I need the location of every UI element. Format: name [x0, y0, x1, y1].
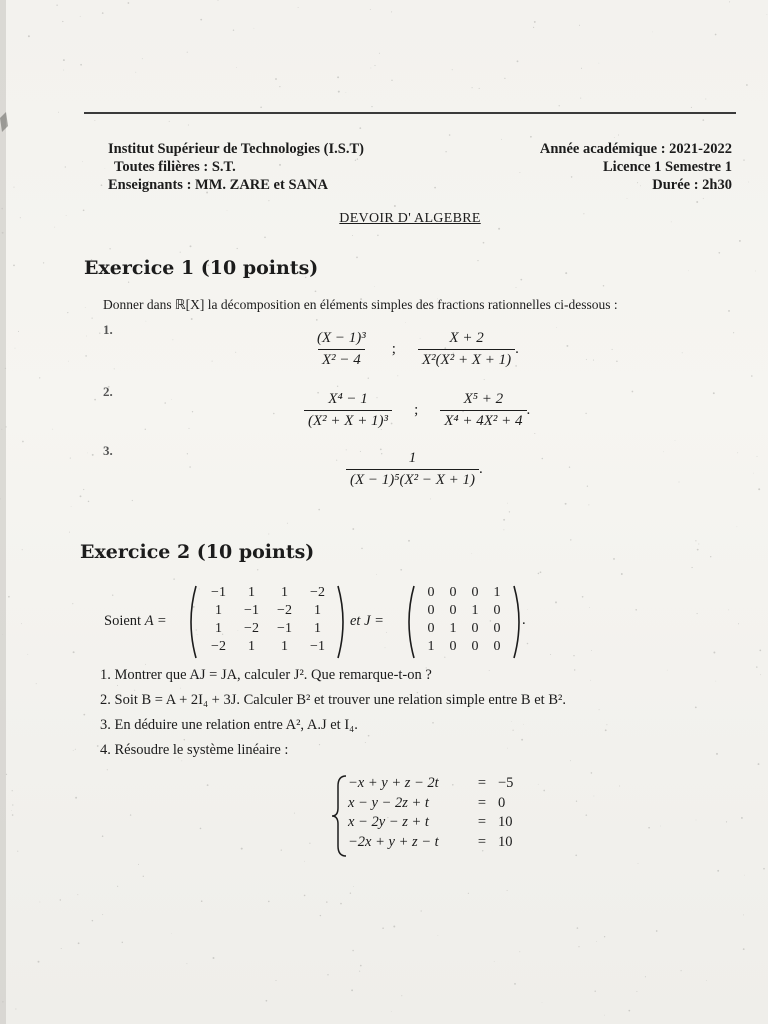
matrix-j-cell: 1: [449, 621, 457, 636]
matrix-j-cell: 0: [427, 603, 435, 618]
equation-equals: =: [477, 814, 487, 830]
matrix-a-cell: −2: [310, 585, 325, 600]
matrix-j-row: [420, 603, 508, 619]
matrix-j-cell: 0: [449, 639, 457, 654]
question-1: 1. Montrer que AJ = JA, calculer J². Que remarque-t-on ?: [100, 667, 432, 683]
matrix-a-cell: 1: [281, 585, 288, 600]
teachers-line: Enseignants : MM. ZARE et SANA: [108, 177, 328, 193]
matrix-a: [188, 584, 346, 660]
matrix-a-cell: 1: [281, 639, 288, 654]
fraction-2: $\frac{X + 2}{\text{X²(X² + X + 1)}}$: [418, 330, 515, 369]
matrix-a-row: [202, 621, 334, 637]
matrix-a-row: [202, 585, 334, 601]
institute-name: Institut Supérieur de Technologies (I.S.T): [108, 141, 364, 157]
matrix-a-cell: −1: [310, 639, 325, 654]
matrices-end-dot: .: [522, 612, 526, 628]
exercise-2-heading: Exercice 2 (10 points): [80, 541, 315, 563]
equation-equals: =: [477, 794, 487, 811]
matrix-j-cell: 1: [493, 585, 501, 600]
exercise-1-heading: Exercice 1 (10 points): [84, 257, 319, 279]
matrix-j-cell: 0: [449, 585, 457, 600]
matrix-a-cell: −1: [277, 621, 292, 636]
fraction-row-dot: .: [526, 401, 531, 418]
equation-equals: =: [477, 775, 487, 791]
equation-lhs: x − 2y − z + t: [348, 814, 429, 830]
question-4: 4. Résoudre le système linéaire :: [100, 742, 289, 758]
fraction-1: $\frac{\text{(X − 1)³}}{\text{X² − 4}}$: [317, 330, 366, 368]
matrix-a-cell: 1: [248, 585, 255, 600]
fraction-row-2: [304, 391, 530, 430]
intro-after: la décomposition en éléments simples des fractions rationnelles ci-dessous :: [204, 297, 618, 312]
header-rule: [84, 112, 736, 114]
equation-lhs: −x + y + z − 2t: [348, 775, 439, 791]
matrix-a-row: [202, 603, 334, 619]
academic-year: Année académique : 2021-2022: [539, 141, 732, 157]
matrix-j-label: et J =: [350, 613, 384, 629]
matrix-a-row: [202, 639, 334, 655]
matrix-j-cell: 0: [427, 621, 435, 636]
matrix-j-cell: 1: [471, 603, 479, 618]
intro-before: Donner dans: [103, 297, 175, 312]
header-right: [540, 140, 732, 194]
matrix-j-cell: 0: [493, 603, 501, 618]
program-line: Toutes filières : S.T.: [114, 159, 236, 175]
fraction-row-1: [313, 330, 519, 369]
system-equation: [348, 775, 513, 792]
matrix-j-cell: 0: [471, 639, 479, 654]
fraction-row-3: [346, 450, 483, 489]
fraction-4: $\frac{\text{X⁵ + 2}}{\text{X⁴ + 4X² + 4}}$: [440, 391, 526, 430]
question-2: 2. Soit B = A + 2I₄ + 3J. Calculer B² et trouver une relation simple entre B et B².: [100, 692, 566, 708]
matrix-j: [406, 584, 522, 660]
matrix-a-cell: 1: [314, 621, 321, 636]
fraction-row-dot: .: [515, 340, 519, 357]
equation-rhs: 10: [498, 833, 513, 850]
item-number-3: 3.: [103, 443, 113, 458]
equation-lhs: x − y − 2z + t: [348, 794, 429, 811]
fraction-5: $\frac{1}{\text{(X − 1)⁵(X² − X + 1)}}$: [346, 450, 479, 489]
system-equation: [348, 834, 513, 851]
item-number-1: 1.: [103, 322, 113, 337]
matrix-j-cell: 0: [471, 585, 479, 600]
matrix-a-cell: −1: [211, 585, 226, 600]
header-left: [108, 140, 364, 194]
level-semester: Licence 1 Semestre 1: [603, 159, 732, 175]
exam-title: DEVOIR D' ALGEBRE: [339, 211, 481, 226]
matrix-a-label: A =: [144, 613, 167, 629]
equation-rhs: −5: [498, 775, 514, 791]
matrix-j-cell: 0: [427, 585, 435, 600]
matrix-j-cell: 0: [449, 603, 457, 618]
equation-lhs: −2x + y + z − t: [348, 833, 439, 850]
question-3: 3. En déduire une relation entre A², A.J et I₄.: [100, 717, 358, 733]
fraction-separator: ;: [414, 401, 419, 418]
matrix-j-cell: 0: [493, 621, 501, 636]
matrix-j-cell: 1: [427, 639, 435, 654]
matrix-j-row: [420, 639, 508, 655]
matrix-a-cell: 1: [215, 603, 222, 618]
fraction-row-dot: .: [479, 460, 483, 477]
intro-ring: ℝ[X]: [174, 297, 205, 312]
system-equation: [348, 814, 513, 831]
matrix-a-cell: 1: [314, 603, 321, 618]
matrix-a-cell: −2: [244, 621, 259, 636]
fraction-separator: ;: [391, 340, 396, 357]
matrix-a-cell: −1: [244, 603, 259, 618]
equation-rhs: 10: [498, 814, 513, 830]
soient-word: Soient: [104, 613, 142, 629]
fraction-3: $\frac{\text{X⁴ − 1}}{\text{(X² + X + 1)³}}$: [304, 391, 392, 430]
matrix-a-cell: 1: [215, 621, 222, 636]
matrix-a-cell: −2: [277, 603, 292, 618]
matrix-j-row: [420, 621, 508, 637]
matrix-a-cell: 1: [248, 639, 255, 654]
system-equation: [348, 795, 505, 812]
equation-equals: =: [477, 833, 487, 850]
matrix-j-row: [420, 585, 508, 601]
duration: Durée : 2h30: [652, 177, 732, 193]
soient-label: [104, 613, 167, 630]
matrix-j-cell: 0: [493, 639, 501, 654]
item-number-2: 2.: [103, 384, 113, 399]
exercise-1-intro: [103, 297, 618, 313]
matrix-a-cell: −2: [211, 639, 226, 654]
linear-system: [332, 774, 562, 858]
matrix-j-cell: 0: [471, 621, 479, 636]
equation-rhs: 0: [498, 794, 506, 811]
